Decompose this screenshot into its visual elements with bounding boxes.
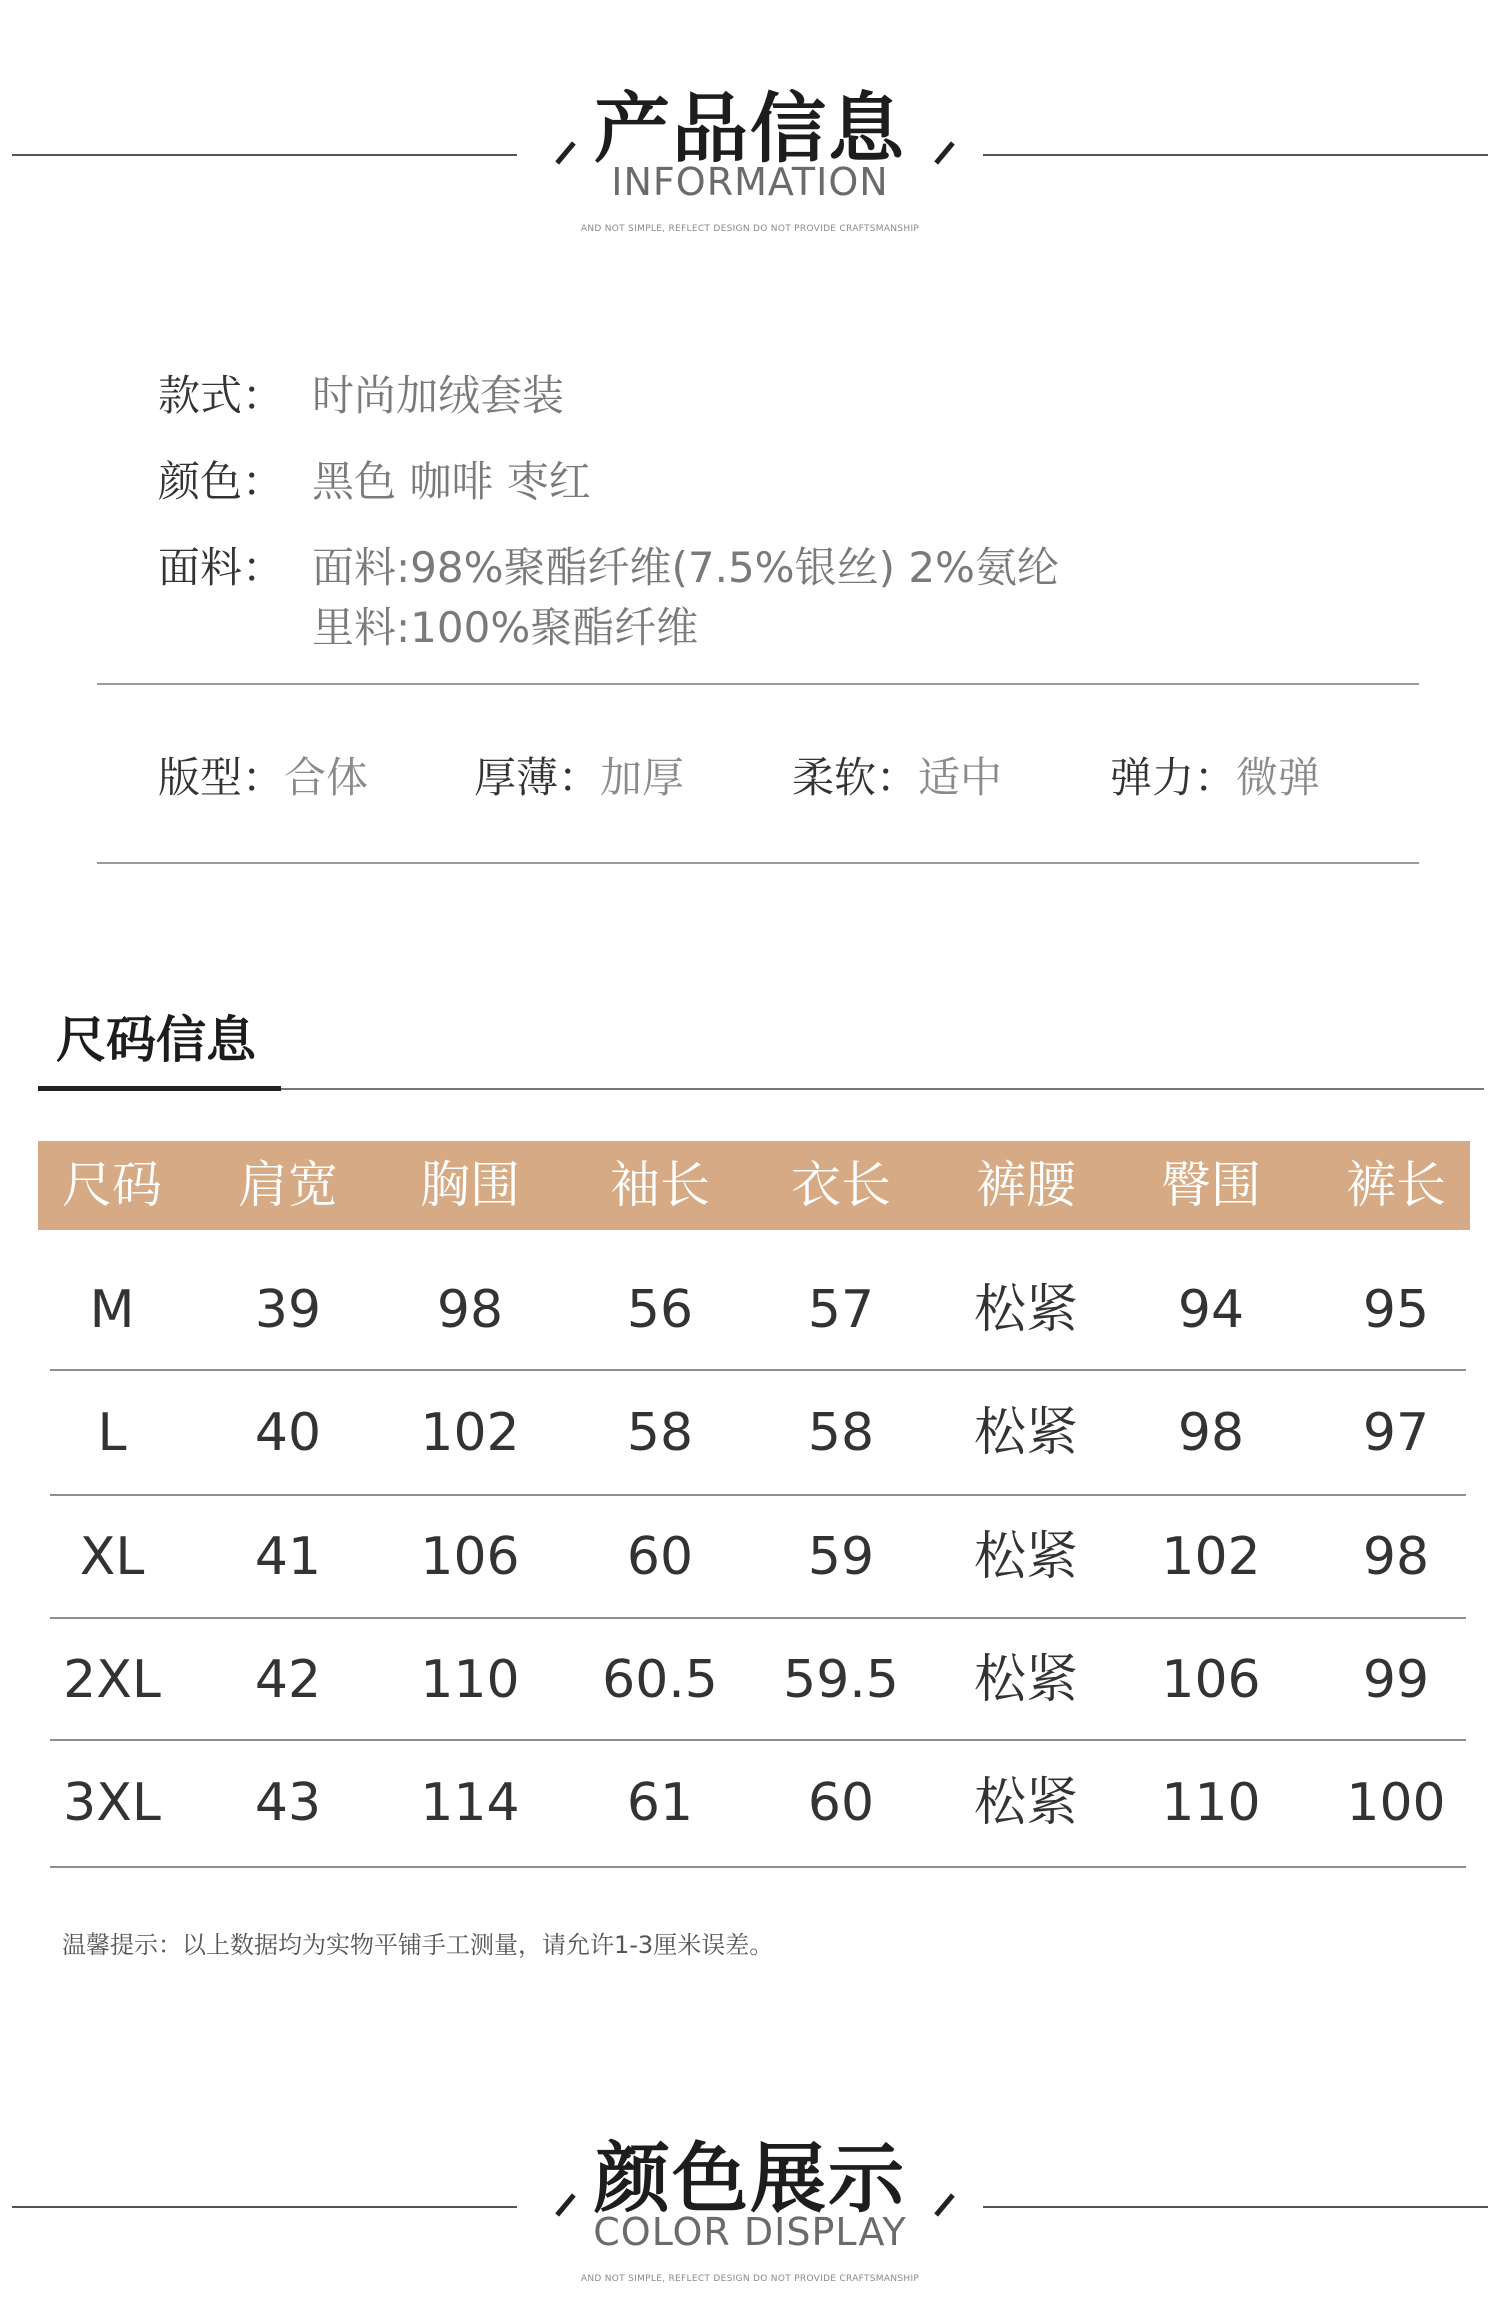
table-row: [0, 1372, 1500, 1494]
color-value: 黑色 咖啡 枣红: [312, 457, 591, 506]
attr-thickness-value: 加厚: [600, 753, 685, 802]
cell-waist: 松紧: [973, 1773, 1079, 1833]
fabric-value-lining: 里料:100%聚酯纤维: [312, 603, 699, 652]
header-shoulder: 肩宽: [238, 1156, 338, 1214]
attr-softness-value: 适中: [918, 753, 1003, 802]
cell-shoulder: 41: [254, 1527, 322, 1587]
row-divider: [50, 1739, 1466, 1741]
cell-shoulder: 42: [254, 1650, 322, 1710]
info-tagline: AND NOT SIMPLE, REFLECT DESIGN DO NOT PROVIDE CRAFTSMANSHIP: [580, 224, 920, 234]
color-label: 颜色：: [158, 457, 285, 506]
cell-pants-length: 97: [1362, 1403, 1430, 1463]
header-waist: 裤腰: [976, 1156, 1076, 1214]
fabric-row: [158, 538, 1059, 652]
cell-length: 59.5: [783, 1650, 899, 1710]
header-hip: 臀围: [1161, 1156, 1261, 1214]
header-pants-length: 裤长: [1346, 1156, 1446, 1214]
cell-waist: 松紧: [973, 1527, 1079, 1587]
info-divider-bottom: [97, 862, 1419, 864]
cell-sleeve: 58: [626, 1403, 694, 1463]
attr-softness: [792, 748, 1002, 808]
cell-size: L: [97, 1403, 127, 1463]
attr-stretch-label: 弹力：: [1110, 753, 1237, 802]
header-chest: 胸围: [420, 1156, 520, 1214]
measurement-note: 温馨提示：以上数据均为实物平铺手工测量，请允许1-3厘米误差。: [62, 1931, 774, 1959]
cell-size: XL: [79, 1527, 145, 1587]
style-row: [158, 366, 565, 426]
cell-sleeve: 60: [626, 1527, 694, 1587]
cell-shoulder: 39: [254, 1280, 322, 1340]
cell-hip: 106: [1161, 1650, 1261, 1710]
cell-sleeve: 56: [626, 1280, 694, 1340]
cell-chest: 98: [436, 1280, 504, 1340]
cell-pants-length: 95: [1362, 1280, 1430, 1340]
attr-fit-label: 版型：: [158, 753, 285, 802]
cell-length: 57: [807, 1280, 875, 1340]
style-value: 时尚加绒套装: [312, 371, 565, 420]
table-row: [0, 1249, 1500, 1371]
size-section-title: 尺码信息: [56, 1011, 256, 1069]
cell-chest: 110: [420, 1650, 520, 1710]
header-sleeve: 袖长: [610, 1156, 710, 1214]
size-table-header: [38, 1141, 1470, 1230]
cell-waist: 松紧: [973, 1403, 1079, 1463]
color-section-header: [0, 2110, 1500, 2300]
cell-length: 58: [807, 1403, 875, 1463]
cell-sleeve: 60.5: [602, 1650, 718, 1710]
table-row: [0, 1742, 1500, 1864]
table-row: [0, 1496, 1500, 1618]
cell-chest: 106: [420, 1527, 520, 1587]
cell-waist: 松紧: [973, 1280, 1079, 1340]
attr-stretch: [1110, 748, 1320, 808]
attr-fit-value: 合体: [284, 753, 369, 802]
style-label: 款式：: [158, 371, 285, 420]
cell-shoulder: 43: [254, 1773, 322, 1833]
cell-size: 3XL: [63, 1773, 161, 1833]
attr-thickness: [474, 748, 684, 808]
cell-waist: 松紧: [973, 1650, 1079, 1710]
header-length: 衣长: [791, 1156, 891, 1214]
table-row: [0, 1619, 1500, 1741]
cell-pants-length: 99: [1362, 1650, 1430, 1710]
info-title: 产品信息: [594, 84, 906, 173]
attr-thickness-label: 厚薄：: [474, 753, 601, 802]
cell-chest: 102: [420, 1403, 520, 1463]
cell-pants-length: 98: [1362, 1527, 1430, 1587]
attr-softness-label: 柔软：: [792, 753, 919, 802]
cell-hip: 98: [1177, 1403, 1245, 1463]
row-divider: [50, 1369, 1466, 1371]
color-row: [158, 452, 591, 512]
attr-stretch-value: 微弹: [1236, 753, 1321, 802]
cell-chest: 114: [420, 1773, 520, 1833]
cell-hip: 110: [1161, 1773, 1261, 1833]
cell-size: 2XL: [63, 1650, 161, 1710]
row-divider: [50, 1866, 1466, 1868]
cell-sleeve: 61: [626, 1773, 694, 1833]
cell-length: 59: [807, 1527, 875, 1587]
info-subtitle: INFORMATION: [611, 160, 889, 204]
cell-hip: 94: [1177, 1280, 1245, 1340]
cell-shoulder: 40: [254, 1403, 322, 1463]
cell-length: 60: [807, 1773, 875, 1833]
fabric-label: 面料：: [158, 543, 285, 592]
cell-pants-length: 100: [1346, 1773, 1446, 1833]
color-tagline: AND NOT SIMPLE, REFLECT DESIGN DO NOT PROVIDE CRAFTSMANSHIP: [580, 2274, 920, 2284]
color-title: 颜色展示: [594, 2134, 906, 2223]
cell-hip: 102: [1161, 1527, 1261, 1587]
attr-fit: [158, 748, 368, 808]
fabric-value-outer: 面料:98%聚酯纤维(7.5%银丝) 2%氨纶: [312, 543, 1059, 592]
info-section-header: [0, 60, 1500, 250]
info-divider-top: [97, 683, 1419, 685]
color-subtitle: COLOR DISPLAY: [593, 2210, 907, 2254]
cell-size: M: [89, 1280, 135, 1340]
size-title-underline: [38, 1086, 281, 1091]
header-size: 尺码: [62, 1156, 162, 1214]
